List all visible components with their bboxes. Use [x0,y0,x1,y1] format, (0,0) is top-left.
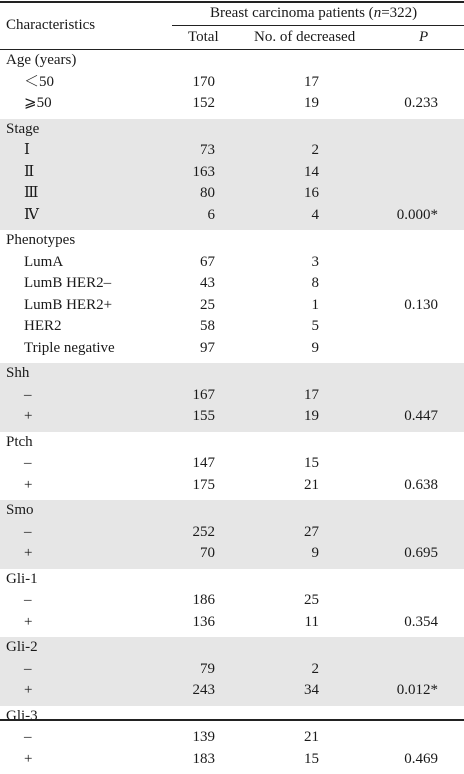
section-title-row [0,230,464,252]
row-total: 79 [150,659,215,681]
table-top-rule [0,1,464,3]
row-label: + [24,680,32,702]
table-row [0,727,464,749]
row-label: – [24,727,32,749]
row-total: 183 [150,749,215,771]
header-total: Total [188,28,219,46]
row-decreased: 2 [253,140,319,162]
table-section [0,432,464,501]
row-p-value: 0.695 [372,543,438,565]
row-total: 139 [150,727,215,749]
row-p-value: 0.447 [372,406,438,428]
table-row [0,140,464,162]
row-decreased: 11 [253,612,319,634]
table-row [0,338,464,360]
row-decreased: 16 [253,183,319,205]
table-row [0,316,464,338]
row-decreased: 17 [253,72,319,94]
row-decreased: 5 [253,316,319,338]
table-row [0,406,464,428]
row-decreased: 25 [253,590,319,612]
section-title-row [0,119,464,141]
row-label: ＜50 [24,72,54,94]
row-label: Ⅱ [24,162,34,184]
table-section [0,500,464,569]
section-title-row [0,363,464,385]
table-row [0,273,464,295]
section-title-row [0,569,464,591]
section-title: Smo [6,500,34,522]
row-decreased: 1 [253,295,319,317]
row-label: ⩾50 [24,93,52,115]
header-decreased: No. of decreased [254,28,355,46]
row-total: 97 [150,338,215,360]
row-total: 252 [150,522,215,544]
section-title: Shh [6,363,29,385]
row-decreased: 15 [253,453,319,475]
row-label: + [24,406,32,428]
section-title: Ptch [6,432,33,454]
row-label: – [24,453,32,475]
table-row [0,680,464,702]
table-row [0,252,464,274]
header-group-n: n [374,5,382,21]
row-decreased: 2 [253,659,319,681]
table-row [0,749,464,771]
row-p-value: 0.469 [372,749,438,771]
row-label: + [24,543,32,565]
table-section [0,363,464,432]
section-title-row [0,637,464,659]
section-title: Stage [6,119,39,141]
row-total: 43 [150,273,215,295]
table-row [0,612,464,634]
row-total: 147 [150,453,215,475]
row-p-value: 0.233 [372,93,438,115]
row-decreased: 34 [253,680,319,702]
row-decreased: 17 [253,385,319,407]
row-total: 58 [150,316,215,338]
row-label: – [24,590,32,612]
table-row [0,475,464,497]
table-row [0,295,464,317]
table-section [0,569,464,638]
row-decreased: 21 [253,727,319,749]
row-decreased: 9 [253,543,319,565]
row-total: 186 [150,590,215,612]
table-row [0,205,464,227]
row-total: 152 [150,93,215,115]
row-total: 155 [150,406,215,428]
section-title-row [0,500,464,522]
row-total: 70 [150,543,215,565]
table-row [0,453,464,475]
table-row [0,659,464,681]
row-decreased: 27 [253,522,319,544]
row-decreased: 21 [253,475,319,497]
row-label: Triple negative [24,338,115,360]
table-section [0,637,464,706]
table-row [0,385,464,407]
row-total: 6 [150,205,215,227]
row-decreased: 19 [253,93,319,115]
table-row [0,183,464,205]
header-sub-rule [172,25,464,26]
row-p-value: 0.354 [372,612,438,634]
row-label: Ⅲ [24,183,38,205]
row-p-value: 0.000* [372,205,438,227]
row-total: 80 [150,183,215,205]
row-label: LumB HER2+ [24,295,112,317]
table-row [0,522,464,544]
row-p-value: 0.130 [372,295,438,317]
row-label: Ⅳ [24,205,39,227]
section-title: Gli-1 [6,569,38,591]
table-section [0,230,464,363]
table-row [0,590,464,612]
header-p: P [419,28,428,46]
row-decreased: 19 [253,406,319,428]
row-decreased: 15 [253,749,319,771]
row-label: – [24,385,32,407]
table-bottom-rule [0,719,464,721]
section-title: Gli-2 [6,637,38,659]
table-row [0,72,464,94]
section-title: Age (years) [6,50,76,72]
row-decreased: 4 [253,205,319,227]
header-group-suffix: =322) [381,5,417,21]
row-label: + [24,612,32,634]
table-row [0,543,464,565]
row-total: 25 [150,295,215,317]
row-p-value: 0.638 [372,475,438,497]
header-group-prefix: Breast carcinoma patients ( [210,5,374,21]
row-label: – [24,522,32,544]
row-total: 136 [150,612,215,634]
row-label: LumA [24,252,63,274]
row-label: – [24,659,32,681]
header-group [210,4,417,22]
section-title: Gli-3 [6,706,38,728]
row-decreased: 8 [253,273,319,295]
section-title: Phenotypes [6,230,75,252]
row-decreased: 3 [253,252,319,274]
row-label: + [24,749,32,771]
row-p-value: 0.012* [372,680,438,702]
row-total: 170 [150,72,215,94]
row-label: Ⅰ [24,140,30,162]
row-label: HER2 [24,316,62,338]
row-total: 175 [150,475,215,497]
row-decreased: 14 [253,162,319,184]
row-total: 167 [150,385,215,407]
table-row [0,162,464,184]
row-total: 163 [150,162,215,184]
row-total: 67 [150,252,215,274]
row-total: 73 [150,140,215,162]
header-characteristics: Characteristics [6,16,95,34]
table-section [0,119,464,231]
table-section [0,706,464,774]
table-section [0,50,464,119]
row-label: LumB HER2– [24,273,111,295]
section-title-row [0,50,464,72]
section-title-row [0,432,464,454]
row-total: 243 [150,680,215,702]
row-decreased: 9 [253,338,319,360]
row-label: + [24,475,32,497]
table-row [0,93,464,115]
